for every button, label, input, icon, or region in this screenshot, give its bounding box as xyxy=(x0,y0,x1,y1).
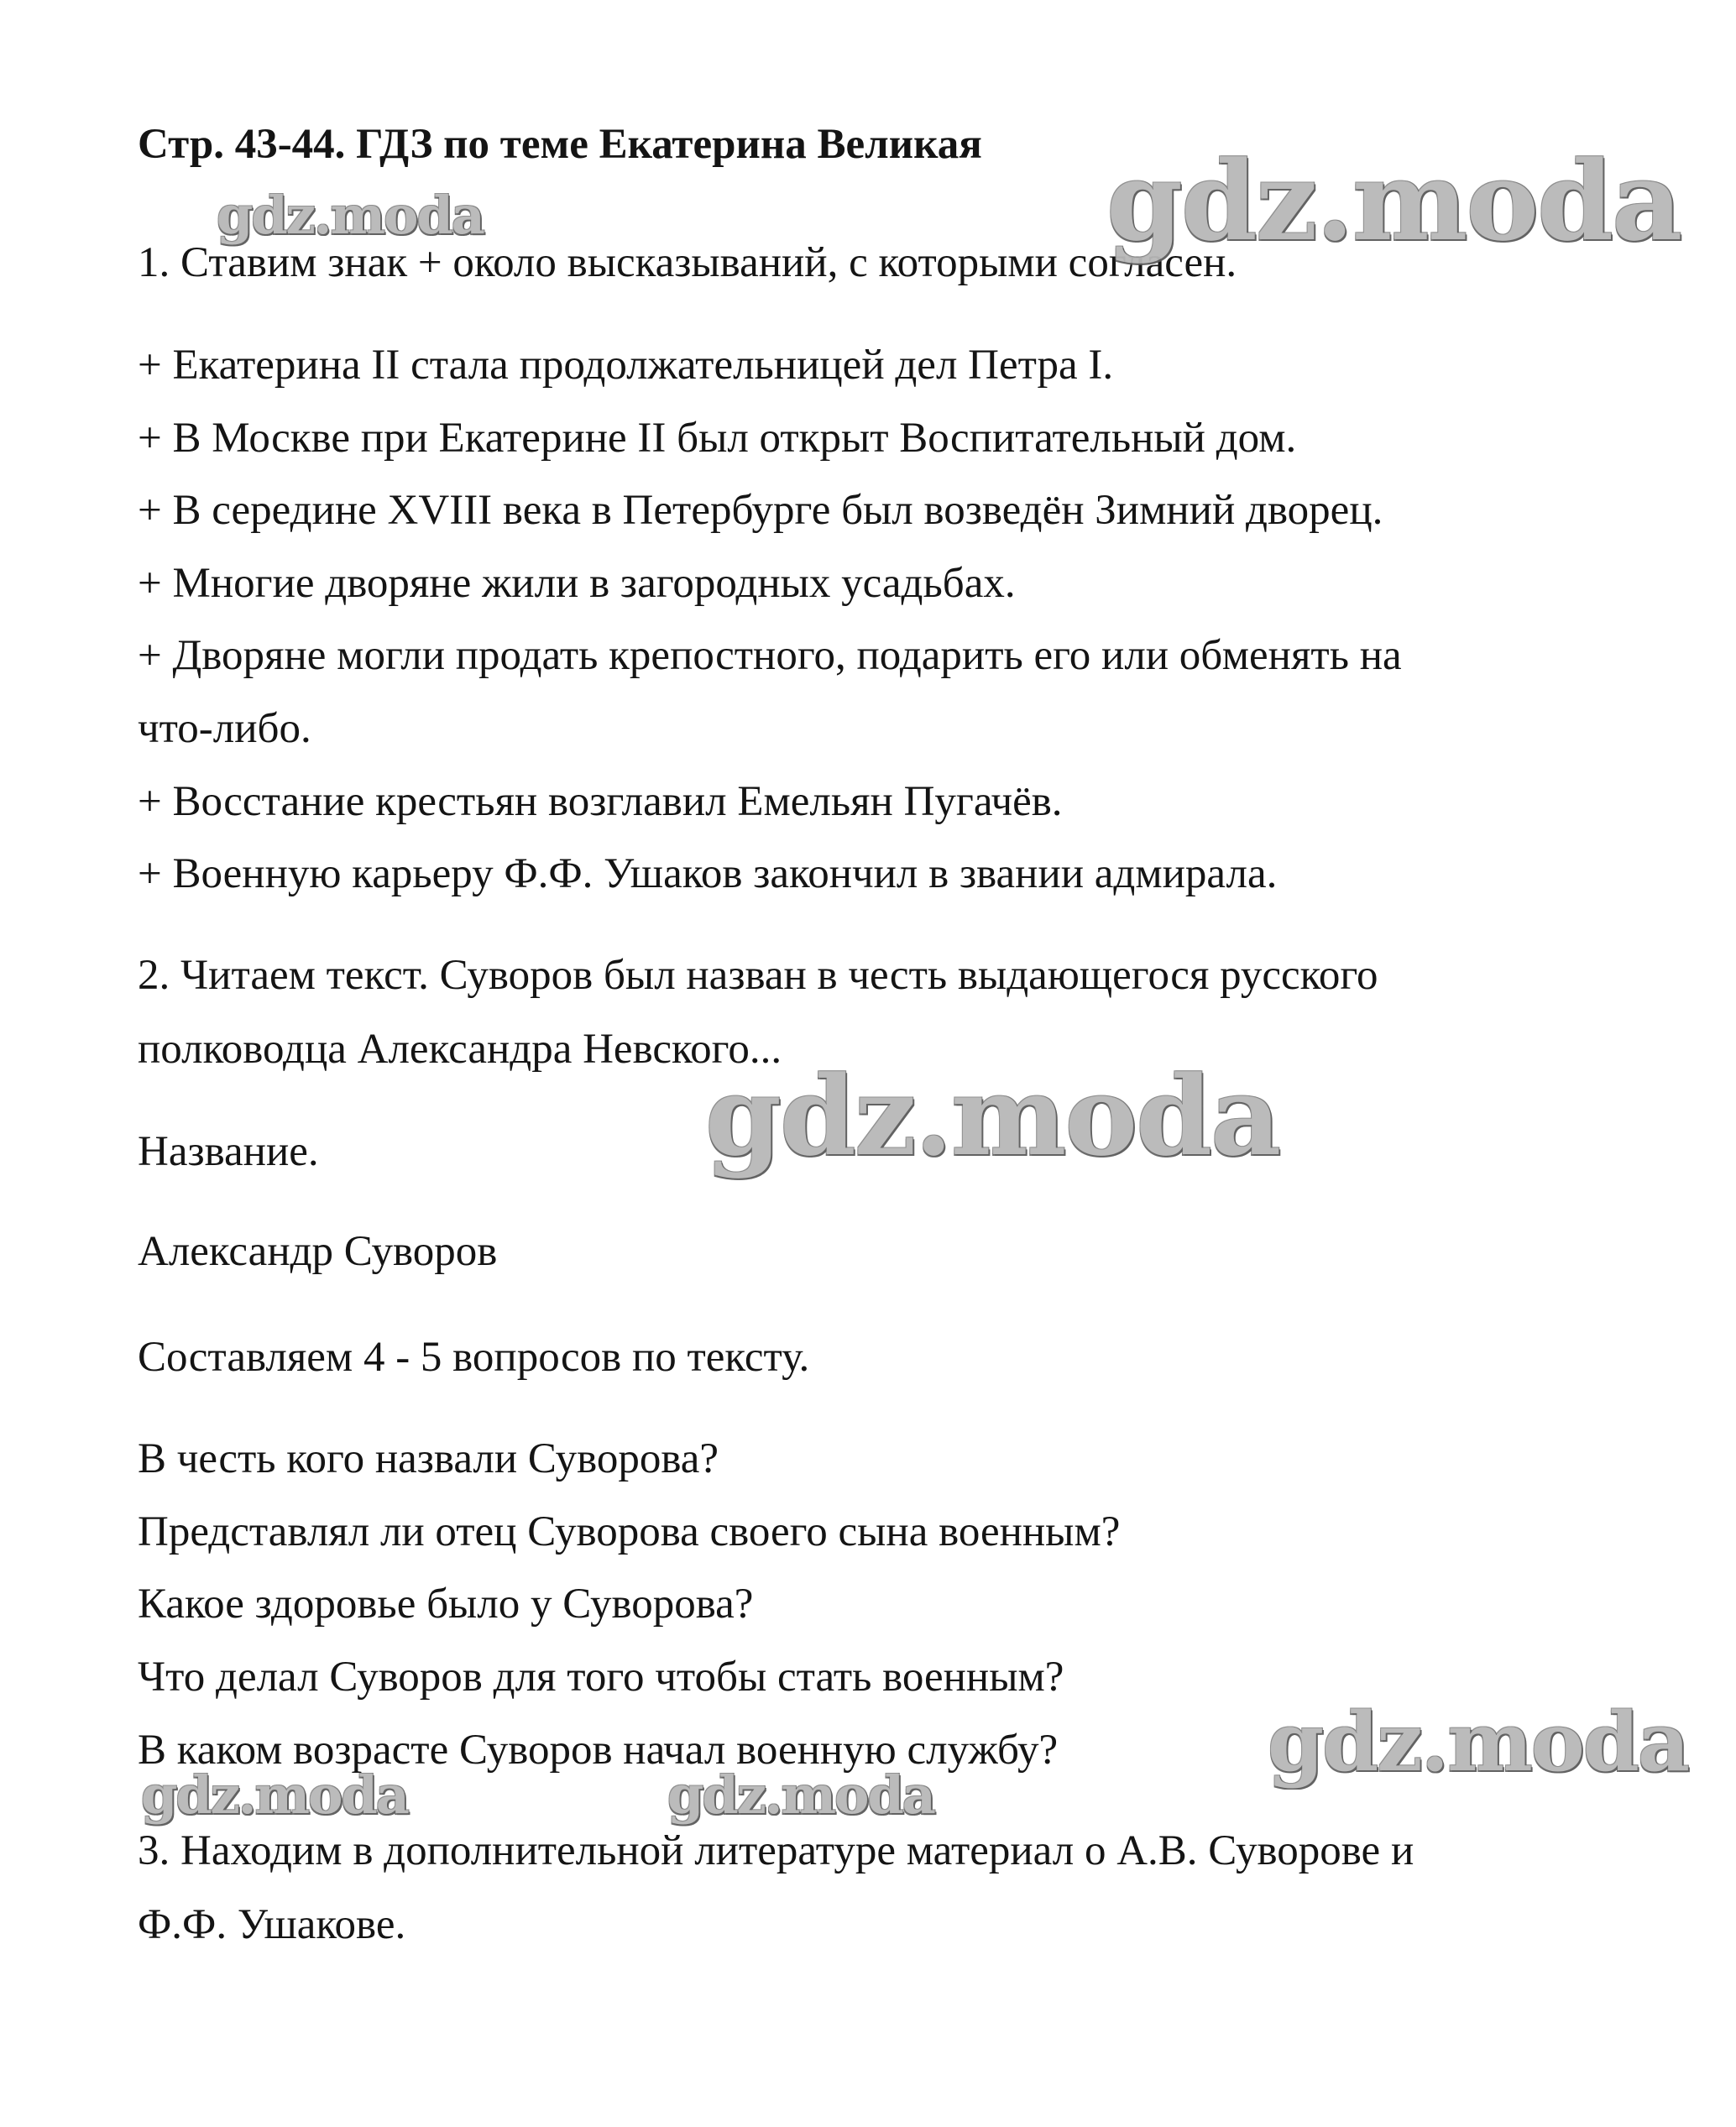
name-label: Название. xyxy=(138,1128,319,1175)
list-item: + Военную карьеру Ф.Ф. Ушаков закончил в звании адмирала. xyxy=(138,850,1278,897)
watermark-logo: gdz.moda xyxy=(141,1764,408,1826)
list-item: + В Москве при Екатерине II был открыт Воспитательный дом. xyxy=(138,415,1297,462)
watermark-logo: gdz.moda xyxy=(667,1764,934,1826)
name-value: Александр Суворов xyxy=(138,1228,498,1275)
list-item: + Многие дворяне жили в загородных усадьбах. xyxy=(138,560,1016,607)
section1-heading: 1. Ставим знак + около высказываний, с которыми согласен. xyxy=(138,239,1237,286)
question-item: Представлял ли отец Суворова своего сына военным? xyxy=(138,1508,1121,1555)
watermark-logo: gdz.moda xyxy=(217,185,484,246)
watermark-logo: gdz.moda xyxy=(705,1052,1280,1180)
section2-heading-line1: 2. Читаем текст. Суворов был назван в честь выдающегося русского xyxy=(138,952,1378,999)
section3-line2: Ф.Ф. Ушакове. xyxy=(138,1901,406,1948)
question-item: В каком возрасте Суворов начал военную службу? xyxy=(138,1727,1059,1774)
list-item: что-либо. xyxy=(138,705,311,752)
list-item: + Дворяне могли продать крепостного, подарить его или обменять на xyxy=(138,632,1402,679)
list-item: + Екатерина II стала продолжательницей дел Петра I. xyxy=(138,342,1114,389)
questions-label: Составляем 4 - 5 вопросов по тексту. xyxy=(138,1334,810,1381)
watermark-logo: gdz.moda xyxy=(1268,1695,1689,1790)
question-item: Что делал Суворов для того чтобы стать военным? xyxy=(138,1654,1064,1701)
question-item: Какое здоровье было у Суворова? xyxy=(138,1581,754,1628)
question-item: В честь кого назвали Суворова? xyxy=(138,1435,719,1482)
page-title: Стр. 43-44. ГДЗ по теме Екатерина Великая xyxy=(138,121,982,168)
watermark-logo: gdz.moda xyxy=(1106,137,1681,265)
list-item: + Восстание крестьян возглавил Емельян Пугачёв. xyxy=(138,778,1063,825)
list-item: + В середине XVIII века в Петербурге был возведён Зимний дворец. xyxy=(138,487,1383,534)
section3-line1: 3. Находим в дополнительной литературе материал о А.В. Суворове и xyxy=(138,1827,1414,1874)
section2-heading-line2: полководца Александра Невского... xyxy=(138,1026,782,1073)
